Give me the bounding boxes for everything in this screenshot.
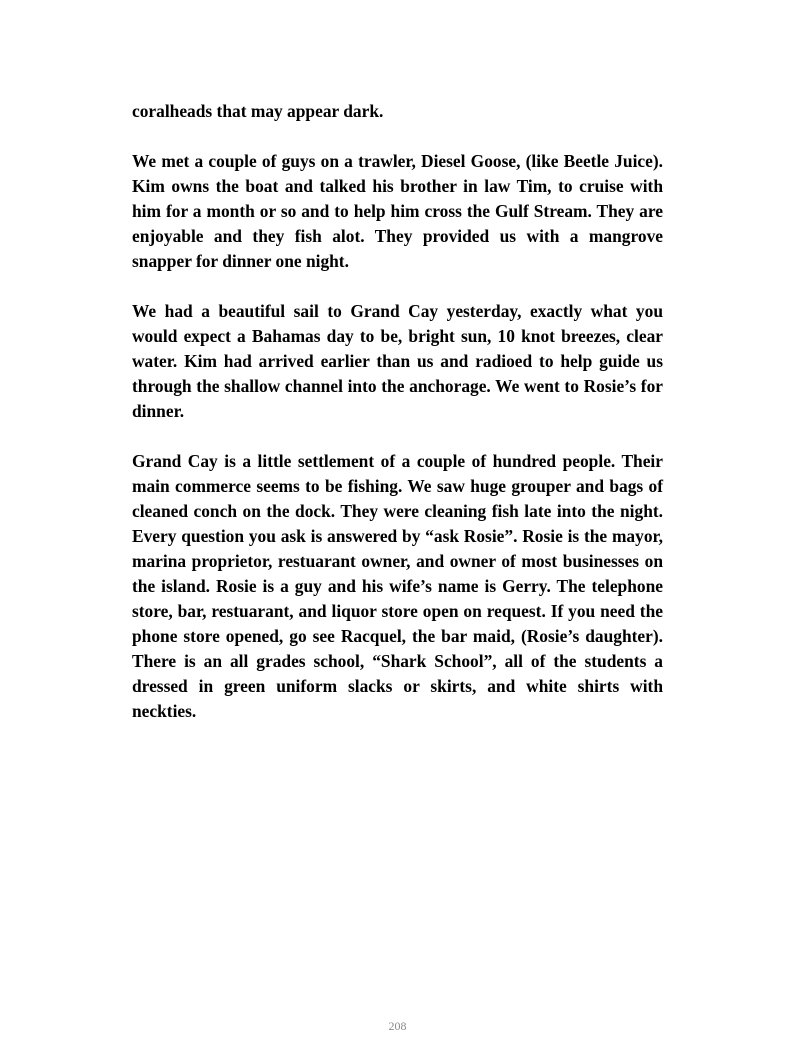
page-number: 208 xyxy=(388,1019,407,1033)
paragraph-4: Grand Cay is a little settlement of a couple of hundred people. Their main commerce seems to be fishing. We saw huge grouper and bags of cleaned conch on the dock. They were cleaning fish late into the night. Every question you ask is answered by “ask Rosie”. Rosie is the mayor, marina proprietor, restuarant owner, and owner of most businesses on the island. Rosie is a guy and his wife’s name is Gerry. The telephone store, bar, restuarant, and liquor store open on request. If you need the phone store opened, go see Racquel, the bar maid, (Rosie’s daughter). There is an all grades school, “Shark School”, all of the students a dressed in green uniform slacks or skirts, and white shirts with neckties. xyxy=(132,451,663,721)
body-text xyxy=(132,99,663,749)
paragraph-3: We had a beautiful sail to Grand Cay yesterday, exactly what you would expect a Bahamas day to be, bright sun, 10 knot breezes, clear water. Kim had arrived earlier than us and radioed to help guide us through the shallow channel into the anchorage. We went to Rosie’s for dinner. xyxy=(132,301,663,421)
paragraph-1: coralheads that may appear dark. xyxy=(132,101,384,121)
paragraph-2: We met a couple of guys on a trawler, Diesel Goose, (like Beetle Juice). Kim owns the boat and talked his brother in law Tim, to cruise with him for a month or so and to help him cross the Gulf Stream. They are enjoyable and they fish alot. They provided us with a mangrove snapper for dinner one night. xyxy=(132,151,663,271)
